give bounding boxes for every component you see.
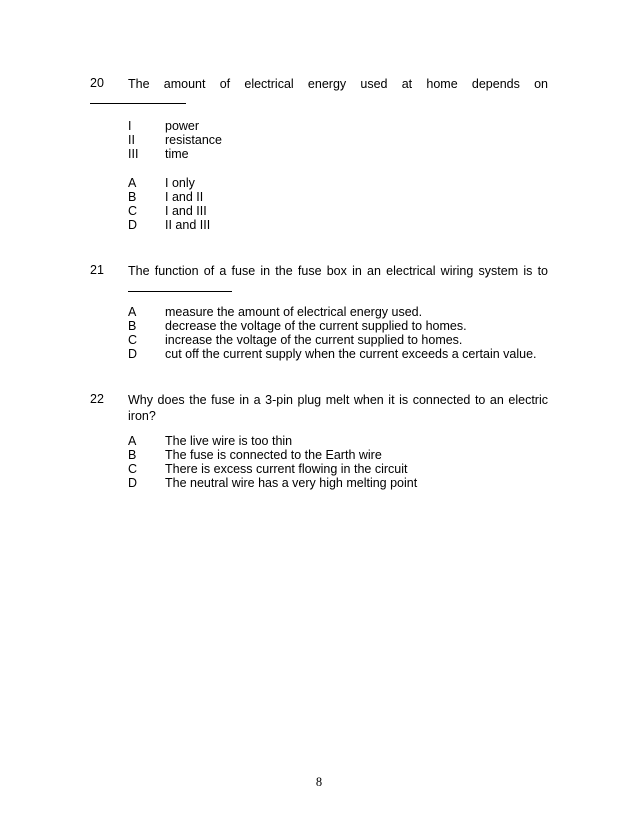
option-key: C	[128, 204, 138, 218]
statement-key: III	[128, 147, 139, 161]
option-key: C	[128, 462, 138, 476]
option-key: B	[128, 448, 137, 462]
question-number: 20	[90, 76, 104, 90]
answer-option[interactable]	[0, 305, 638, 320]
answer-option[interactable]	[0, 462, 638, 477]
page-number: 8	[315, 775, 323, 789]
answer-option[interactable]	[0, 204, 638, 219]
answer-option[interactable]	[0, 476, 638, 491]
answer-option[interactable]	[0, 333, 638, 348]
statement-key: I	[128, 119, 132, 133]
option-text: increase the voltage of the current supplied to homes.	[165, 333, 463, 347]
option-text: decrease the voltage of the current supplied to homes.	[165, 319, 467, 333]
option-key: D	[128, 218, 138, 232]
answer-option[interactable]	[0, 448, 638, 463]
question-number: 21	[90, 263, 104, 277]
statement-item	[0, 119, 638, 134]
answer-blank	[128, 291, 232, 292]
option-text: I only	[165, 176, 195, 190]
statement-text: power	[165, 119, 200, 133]
option-text: cut off the current supply when the current exceeds a certain value.	[165, 347, 537, 361]
answer-blank	[90, 103, 186, 104]
answer-option[interactable]	[0, 347, 638, 362]
option-key: A	[128, 305, 137, 319]
answer-option[interactable]	[0, 218, 638, 233]
option-key: D	[128, 347, 138, 361]
option-key: B	[128, 190, 137, 204]
question-stem: Why does the fuse in a 3-pin plug melt when it is connected to an electric iron?	[128, 393, 548, 423]
answer-option[interactable]	[0, 319, 638, 334]
statement-key: II	[128, 133, 135, 147]
option-key: C	[128, 333, 138, 347]
option-text: The fuse is connected to the Earth wire	[165, 448, 382, 462]
statement-text: time	[165, 147, 189, 161]
option-key: D	[128, 476, 138, 490]
question-number: 22	[90, 392, 104, 406]
answer-option[interactable]	[0, 190, 638, 205]
answer-option[interactable]	[0, 176, 638, 191]
option-text: II and III	[165, 218, 211, 232]
option-text: The live wire is too thin	[165, 434, 293, 448]
statement-item	[0, 147, 638, 162]
statement-text: resistance	[165, 133, 222, 147]
option-text: I and II	[165, 190, 204, 204]
statement-item	[0, 133, 638, 148]
option-text: measure the amount of electrical energy used.	[165, 305, 423, 319]
answer-option[interactable]	[0, 434, 638, 449]
option-key: B	[128, 319, 137, 333]
option-text: There is excess current flowing in the circuit	[165, 462, 408, 476]
option-text: I and III	[165, 204, 207, 218]
question-stem: The amount of electrical energy used at home depends on	[128, 77, 548, 91]
question-stem: The function of a fuse in the fuse box in an electrical wiring system is to	[128, 264, 548, 278]
option-text: The neutral wire has a very high melting point	[165, 476, 418, 490]
option-key: A	[128, 434, 137, 448]
option-key: A	[128, 176, 137, 190]
